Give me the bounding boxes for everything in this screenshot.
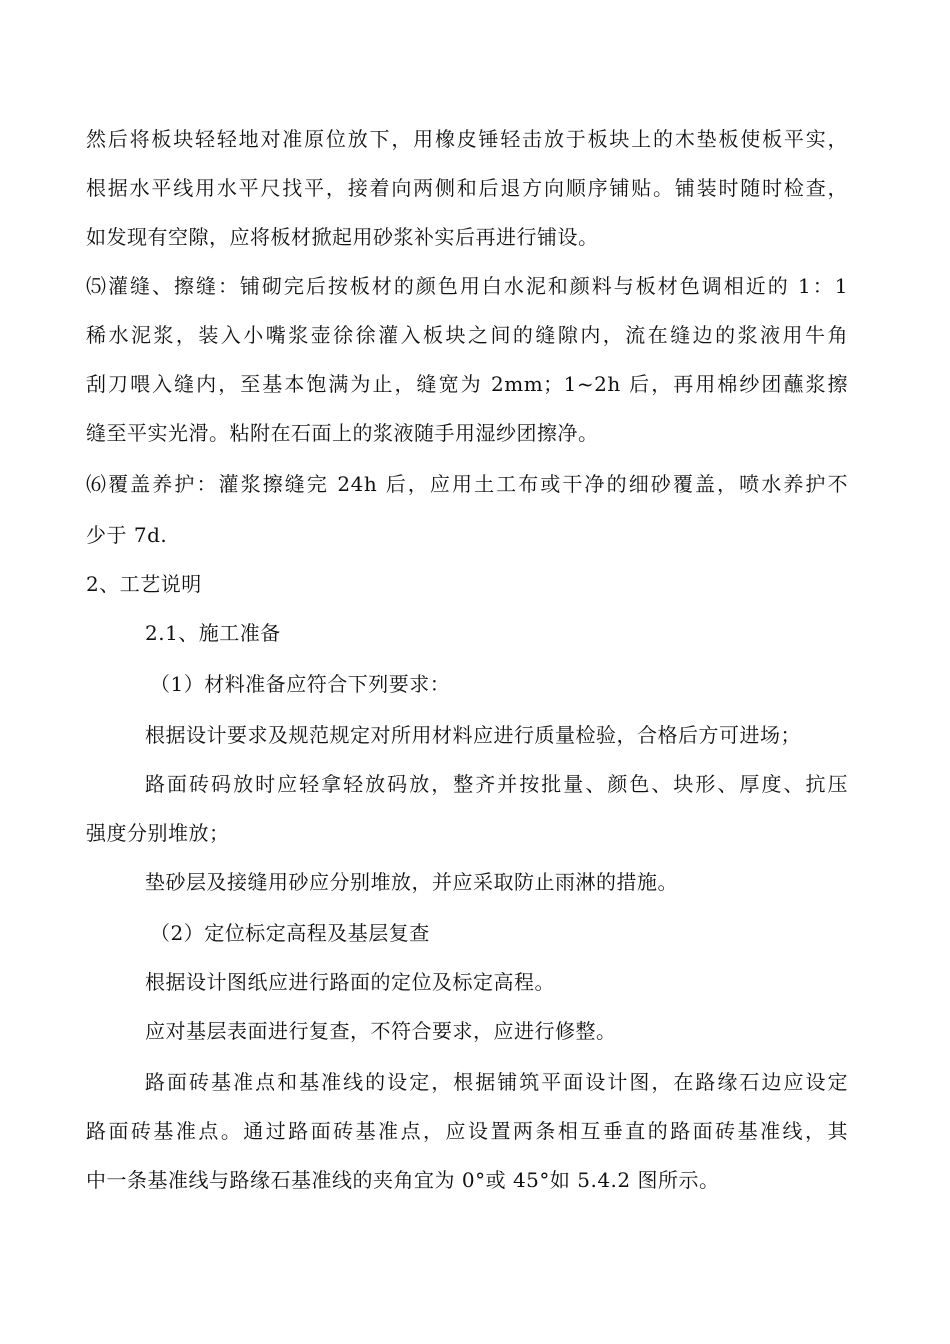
body-text-line: 刮刀喂入缝内，至基本饱满为止，缝宽为 2mm；1~2h 后，再用棉纱团蘸浆擦	[86, 372, 848, 396]
item-2-positioning-elevation: （2）定位标定高程及基层复查	[150, 921, 430, 945]
body-text-line: 根据设计图纸应进行路面的定位及标定高程。	[145, 970, 555, 994]
section-5-grouting-line: ⑸灌缝、擦缝：铺砌完后按板材的颜色用白水泥和颜料与板材色调相近的 1：1	[86, 274, 848, 298]
body-text-line: 然后将板块轻轻地对准原位放下，用橡皮锤轻击放于板块上的木垫板使板平实，	[86, 127, 848, 151]
subheading-construction-preparation: 2.1、施工准备	[145, 621, 281, 645]
body-text-line: 根据设计要求及规范规定对所用材料应进行质量检验，合格后方可进场；	[145, 723, 801, 747]
body-text-line: 少于 7d.	[86, 523, 168, 547]
body-text-line: 强度分别堆放；	[86, 821, 230, 845]
body-text-line: 路面砖码放时应轻拿轻放码放，整齐并按批量、颜色、块形、厚度、抗压	[145, 772, 848, 796]
body-text-line: 中一条基准线与路缘石基准线的夹角宜为 0°或 45°如 5.4.2 图所示。	[86, 1168, 720, 1192]
body-text-line: 根据水平线用水平尺找平，接着向两侧和后退方向顺序铺贴。铺装时随时检查，	[86, 176, 848, 200]
body-text-line: 路面砖基准点和基准线的设定，根据铺筑平面设计图，在路缘石边应设定	[145, 1070, 848, 1094]
body-text-line: 如发现有空隙，应将板材掀起用砂浆补实后再进行铺设。	[86, 225, 599, 249]
body-text-line: 稀水泥浆，装入小嘴浆壶徐徐灌入板块之间的缝隙内，流在缝边的浆液用牛角	[86, 323, 848, 347]
body-text-line: 垫砂层及接缝用砂应分别堆放，并应采取防止雨淋的措施。	[145, 870, 678, 894]
body-text-line: 应对基层表面进行复查，不符合要求，应进行修整。	[145, 1019, 617, 1043]
item-1-material-preparation: （1）材料准备应符合下列要求：	[150, 672, 451, 696]
body-text-line: 路面砖基准点。通过路面砖基准点，应设置两条相互垂直的路面砖基准线，其	[86, 1119, 848, 1143]
heading-process-description: 2、工艺说明	[86, 572, 202, 596]
body-text-line: 缝至平实光滑。粘附在石面上的浆液随手用湿纱团擦净。	[86, 421, 599, 445]
section-6-curing-line: ⑹覆盖养护：灌浆擦缝完 24h 后，应用土工布或干净的细砂覆盖，喷水养护不	[86, 472, 848, 496]
